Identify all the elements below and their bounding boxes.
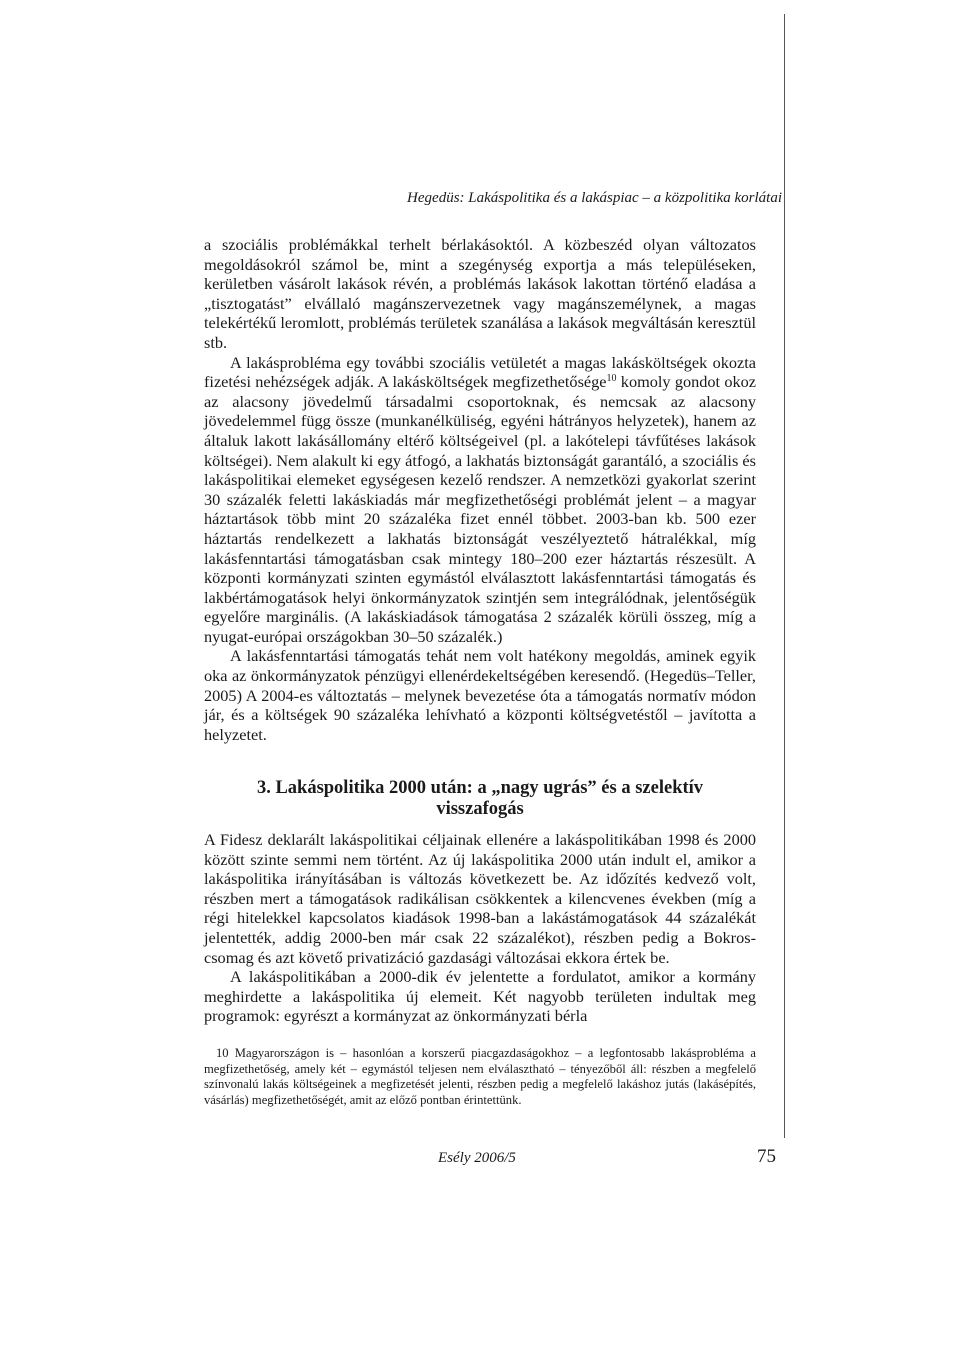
section-heading: [204, 778, 756, 820]
footnote-marker: 10: [606, 373, 617, 385]
running-header: Hegedüs: Lakáspolitika és a lakáspiac – a közpolitika korlátai: [407, 190, 782, 206]
margin-rule: [784, 14, 785, 1138]
paragraph: A lakásfenntartási támogatás tehát nem volt hatékony megoldás, aminek egyik oka az önkormányzatok pénzügyi ellenérdekeltségében keresendő. (Hegedüs–Teller, 2005) A 2004-es változtatás – melynek bevezetése óta a támogatás normatív módon jár, és a költségek 90 százaléka lehívható a központi költségvetéstől – javította a helyzetet.: [204, 646, 756, 744]
paragraph: A lakáspolitikában a 2000-dik év jelentette a fordulatot, amikor a kormány meghirdette a lakáspolitika új elemeit. Két nagyobb területen indultak meg programok: egyrészt a kormányzat az önkormányzati bérla: [204, 967, 756, 1026]
section-heading-line: visszafogás: [436, 799, 524, 819]
paragraph-text: A lakásprobléma egy további szociális vetületét a magas lakásköltségek okozta fizetési nehézségek adják. A lakásköltségek megfizethetősége: [204, 352, 756, 392]
page-number: 75: [757, 1146, 776, 1167]
paragraph: A Fidesz deklarált lakáspolitikai céljainak ellenére a lakáspolitikában 1998 és 2000 között szinte semmi nem történt. Az új lakáspolitika 2000 után indult el, amikor a lakáspolitika irányításában is változás következett be. Az időzítés kedvező volt, részben mert a támogatások radikálisan csökkentek a kilencvenes években (míg a régi hitelekkel kapcsolatos kiadások 1998-ban a lakástámogatások 44 százalékát jelentették, addig 2000-ben már csak 22 százalékot), részben pedig a Bokros-csomag és azt követő privatizáció gazdasági változásai ekkora értek be.: [204, 830, 756, 967]
section-heading-line: 3. Lakáspolitika 2000 után: a „nagy ugrás” és a szelektív: [256, 778, 704, 798]
body-text-top: [204, 235, 756, 744]
body-text-bottom: [204, 830, 756, 1026]
footnote: [204, 1046, 756, 1108]
paragraph: [204, 353, 756, 647]
paragraph: a szociális problémákkal terhelt bérlakásoktól. A közbeszéd olyan változatos megoldásokról számol be, mint a szegénység exportja a más településeken, kerületben vásárolt lakások révén, a problémás lakások lakottan történő eladása a „tisztogatást” elvállaló magánszervezetnek vagy magánszemélynek, a magas telekértékű leromlott, problémás területek szanálása a lakások megváltásán keresztül stb.: [204, 235, 756, 352]
journal-issue: Esély 2006/5: [438, 1150, 516, 1166]
footnote-text: 10 Magyarországon is – hasonlóan a korszerű piacgazdaságokhoz – a legfontosabb lakásprobléma a megfizethetőség, amely két – egymástól teljesen nem elválasztható – tényezőből áll: részben a megfelelő színvonalú lakás költségeinek a megfizetését jelenti, részben pedig a megfelelő lakáshoz jutás (lakásépítés, vásárlás) megfizethetőségét, amit az előző pontban érintettünk.: [204, 1046, 756, 1107]
paragraph-text: komoly gondot okoz az alacsony jövedelmű társadalmi csoportoknak, és nemcsak az alacsony jövedelemmel függ össze (munkanélküliség, egyéni hátrányos helyzetek), hanem az általuk lakott lakásállomány eltérő költségeivel (pl. a lakótelepi távfűtéses lakások költségei). Nem alakult ki egy átfogó, a lakhatás biztonságát garantáló, a szociális és lakáspolitikai elemeket egységesen kezelő rendszer. A nemzetközi gyakorlat szerint 30 százalék feletti lakáskiadás már megfizethetőségi problémát jelent – a magyar háztartások több mint 20 százaléka fizet ennél többet. 2003-ban kb. 500 ezer háztartás rendelkezett a lakhatás biztonságát veszélyeztető hátralékkal, míg lakásfenntartási támogatásban csak mintegy 180–200 ezer háztartás részesült. A központi kormányzati szinten egymástól elválasztott lakásfenntartási támogatás és lakbértámogatások helyi önkormányzatok szintjén sem integrálódnak, jelentőségük egyelőre marginális. (A lakáskiadások támogatása 2 százalék körüli összeg, míg a nyugat-európai országokban 30–50 százalék.): [204, 372, 756, 646]
